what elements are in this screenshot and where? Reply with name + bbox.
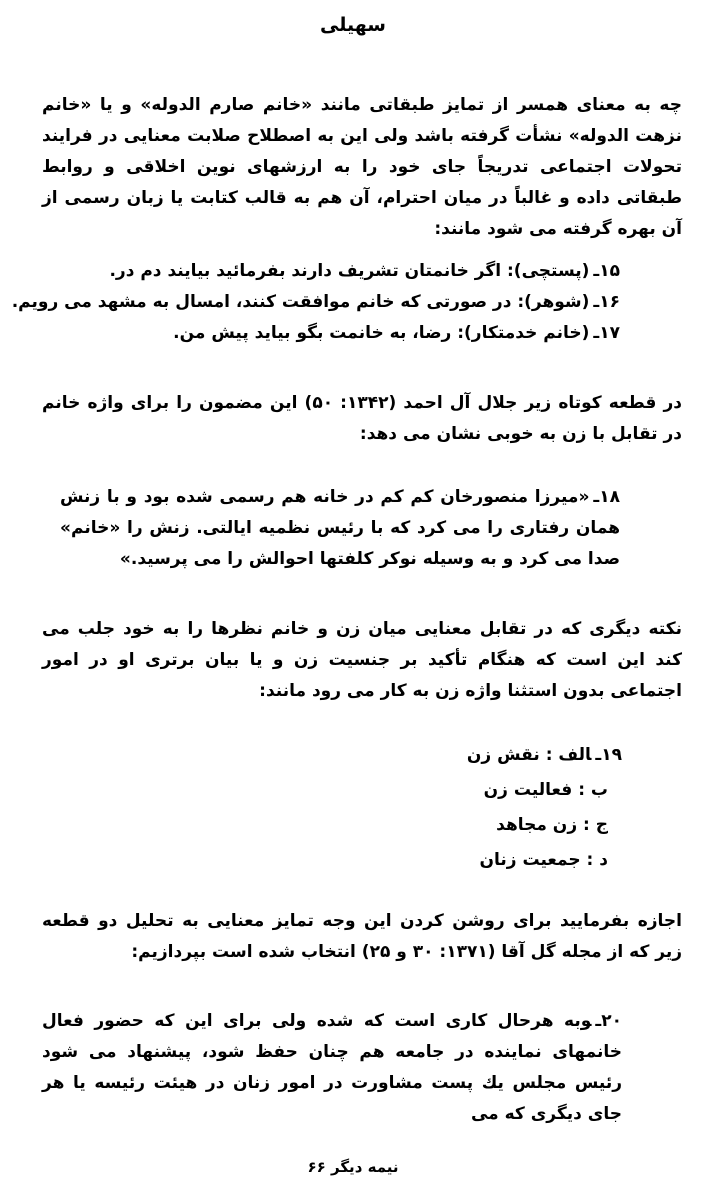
example-text: (پستچی): اگر خانمتان تشریف دارند بفرمائید بیایند دم در. — [109, 261, 590, 281]
example-20 — [42, 1006, 622, 1130]
example-number: ۱۸ـ — [593, 487, 620, 507]
example-number: ۱۹ـ — [595, 745, 622, 765]
example-list-15-17 — [11, 256, 620, 349]
example-text: (خانم خدمتکار): رضا، به خانمت بگو بیاید پیش من. — [173, 323, 590, 343]
paragraph-al-ahmad: در قطعه کوتاه زیر جلال آل احمد (۱۳۴۲: ۵۰) این مضمون را برای واژه خانم در تقابل با زن به خوبی نشان می دهد: — [42, 393, 682, 444]
paragraph-gol-agha: اجازه بفرمایید برای روشن کردن این وجه تمایز معنایی به تحلیل دو قطعه زیر که از مجله گل آقا (۱۳۷۱: ۳۰ و ۲۵) انتخاب شده است بپردازیم: — [42, 911, 682, 962]
example-18 — [60, 482, 620, 575]
example-19-item-a — [250, 738, 622, 773]
paragraph-contrast: نکته دیگری که در تقابل معنایی میان زن و خانم نظرها را به خود جلب می کند این است که هنگام تأکید بر جنسیت زن و یا بیان برتری او در امور اجتماعی بدون استثنا واژه زن به کار می رود مانند: — [42, 619, 682, 701]
example-text: «میرزا منصورخان کم کم در خانه هم رسمی شده بود و با زنش همان رفتاری را می کرد که با رئیس نظمیه ایالتی. زنش را «خانم» صدا می کرد و به وسیله نوکر کلفتها احوالش را می پرسید.» — [60, 487, 620, 569]
paragraph-intro: چه به معنای همسر از تمایز طبقاتی مانند «خانم صارم الدوله» و یا «خانم نزهت الدوله» نشأت گرفته باشد ولی این به اصطلاح صلابت معنایی در فرایند تحولات اجتماعی تدریجاً جای خود را به ارزشهای نوین اخلاقی و روابط طبقاتی داده و غالباً در میان احترام، آن هم به قالب کتابت یا زبان رسمی از آن بهره گرفته می شود مانند: — [42, 95, 682, 239]
example-19 — [250, 738, 622, 878]
example-19-item-d: د : جمعیت زنان — [479, 850, 608, 870]
example-19-item-c: ج : زن مجاهد — [496, 815, 608, 835]
example-15 — [60, 256, 620, 287]
example-number: ۱۷ـ — [593, 323, 620, 343]
example-16 — [11, 287, 620, 318]
example-19-item-b: ب : فعالیت زن — [483, 780, 608, 800]
list-item-text: الف : نقش زن — [466, 745, 592, 765]
example-17 — [60, 318, 620, 349]
example-text: (شوهر): در صورتی که خانم موافقت کنند، امسال به مشهد می رویم. — [11, 292, 590, 312]
example-number: ۱۵ـ — [593, 261, 620, 281]
example-number: ۱۶ـ — [593, 292, 620, 312]
page-header: سهیلی — [320, 14, 386, 36]
example-text: وبه هرحال کاری است که شده ولی برای این که حضور فعال خانمهای نماینده در جامعه هم چنان حفظ شود، پیشنهاد می شود رئیس مجلس یك پست مشاورت در امور زنان در هیئت رئیسه یا هر جای دیگری که می — [42, 1011, 622, 1124]
page-footer: نیمه دیگر ۶۶ — [307, 1158, 399, 1176]
example-number: ۲۰ـ — [595, 1011, 622, 1031]
